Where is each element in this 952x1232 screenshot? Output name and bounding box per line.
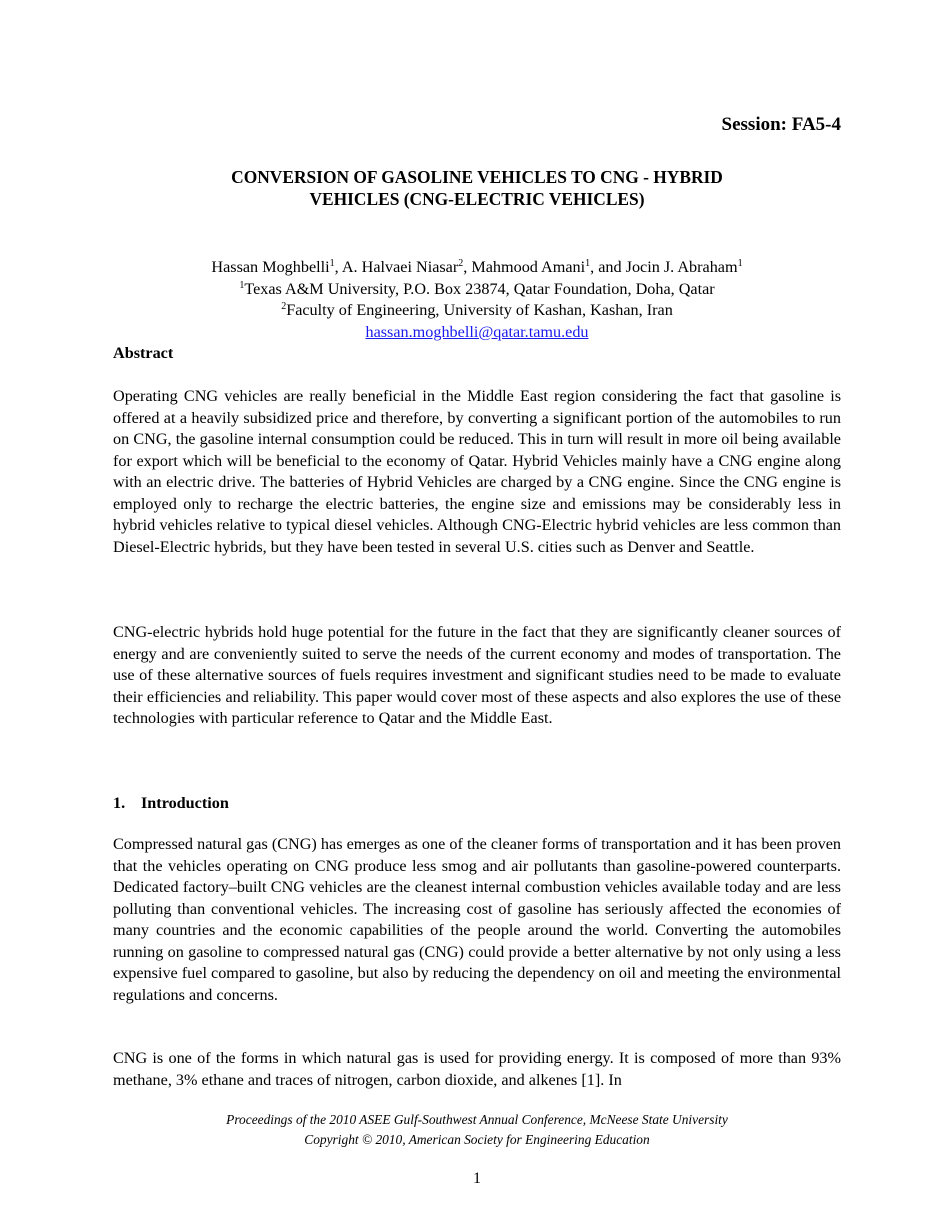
author-name: Hassan Moghbelli: [211, 258, 330, 276]
affiliation-marker: 1: [239, 279, 245, 291]
author-separator: , and: [590, 258, 626, 276]
title-line-1: CONVERSION OF GASOLINE VEHICLES TO CNG - HYBRID: [231, 167, 723, 187]
affiliation-marker: 2: [281, 301, 287, 312]
section-title: Introduction: [141, 794, 229, 812]
author-name: A. Halvaei Niasar: [341, 258, 459, 276]
footer-copyright: Copyright © 2010, American Society for Engineering Education: [304, 1132, 650, 1147]
introduction-paragraph-1: Compressed natural gas (CNG) has emerges as one of the cleaner forms of transportation and it has been proven that the vehicles operating on CNG produce less smog and air pollutants than gasoline-powered counterparts. Dedicated factory–built CNG vehicles are the cleanest internal combustion vehicles available today and are less polluting than conventional vehicles. The increasing cost of gasoline has seriously affected the economies of many countries and the economic capabilities of the people around the world. Converting the automobiles running on gasoline to compressed natural gas (CNG) could provide a better alternative by not only using a less expensive fuel compared to gasoline, but also by reducing the dependency on oil and meeting the environmental regulations and concerns.: [113, 835, 841, 1004]
affiliation-marker: 1: [329, 258, 335, 269]
author-email-link[interactable]: hassan.moghbelli@qatar.tamu.edu: [365, 322, 589, 341]
affiliation-text: Faculty of Engineering, University of Kashan, Kashan, Iran: [286, 301, 673, 319]
author-name: Mahmood Amani: [471, 258, 586, 276]
affiliation-marker: 1: [737, 258, 743, 269]
session-label: Session: FA5-4: [721, 114, 841, 135]
affiliation-text: Texas A&M University, P.O. Box 23874, Qatar Foundation, Doha, Qatar: [244, 279, 715, 298]
abstract-paragraph-1: Operating CNG vehicles are really beneficial in the Middle East region considering the fact that gasoline is offered at a heavily subsidized price and therefore, by converting a significant portion of the automobiles to run on CNG, the gasoline internal consumption could be reduced. This in turn will result in more oil being available for export which will be beneficial to the economy of Qatar. Hybrid Vehicles mainly have a CNG engine along with an electric drive. The batteries of Hybrid Vehicles are charged by a CNG engine. Since the CNG engine is employed only to recharge the electric batteries, the engine size and emissions may be considerably less in hybrid vehicles relative to typical diesel vehicles. Although CNG-Electric hybrid vehicles are less common than Diesel-Electric hybrids, but they have been tested in several U.S. cities such as Denver and Seattle.: [113, 387, 841, 556]
author-separator: ,: [334, 258, 342, 276]
page-footer: [113, 1110, 841, 1150]
author-list: [113, 257, 841, 279]
abstract-paragraph-2: CNG-electric hybrids hold huge potential for the future in the fact that they are significantly cleaner sources of energy and are conveniently suited to serve the needs of the current economy and modes of transportation. The use of these alternative sources of fuels requires investment and significant studies need to be made to evaluate their efficiencies and reliability. This paper would cover most of these aspects and also explores the use of these technologies with particular reference to Qatar and the Middle East.: [113, 623, 841, 727]
affiliation-marker: 1: [585, 258, 591, 269]
section-heading-introduction: [113, 794, 229, 813]
author-separator: ,: [463, 258, 472, 276]
introduction-paragraph-2: CNG is one of the forms in which natural gas is used for providing energy. It is composed of more than 93% methane, 3% ethane and traces of nitrogen, carbon dioxide, and alkenes [1]. In: [113, 1049, 841, 1089]
affiliation-2: [113, 300, 841, 322]
page-number: 1: [473, 1170, 481, 1187]
section-number: 1.: [113, 794, 126, 812]
title-line-2: VEHICLES (CNG-ELECTRIC VEHICLES): [309, 189, 645, 209]
abstract-heading: Abstract: [113, 344, 174, 362]
affiliation-1: [113, 279, 841, 301]
author-block: [113, 257, 841, 343]
author-name: Jocin J. Abraham: [625, 258, 738, 276]
paper-title: [113, 166, 841, 210]
affiliation-marker: 2: [458, 258, 464, 269]
footer-proceedings: Proceedings of the 2010 ASEE Gulf-Southwest Annual Conference, McNeese State University: [226, 1112, 728, 1127]
